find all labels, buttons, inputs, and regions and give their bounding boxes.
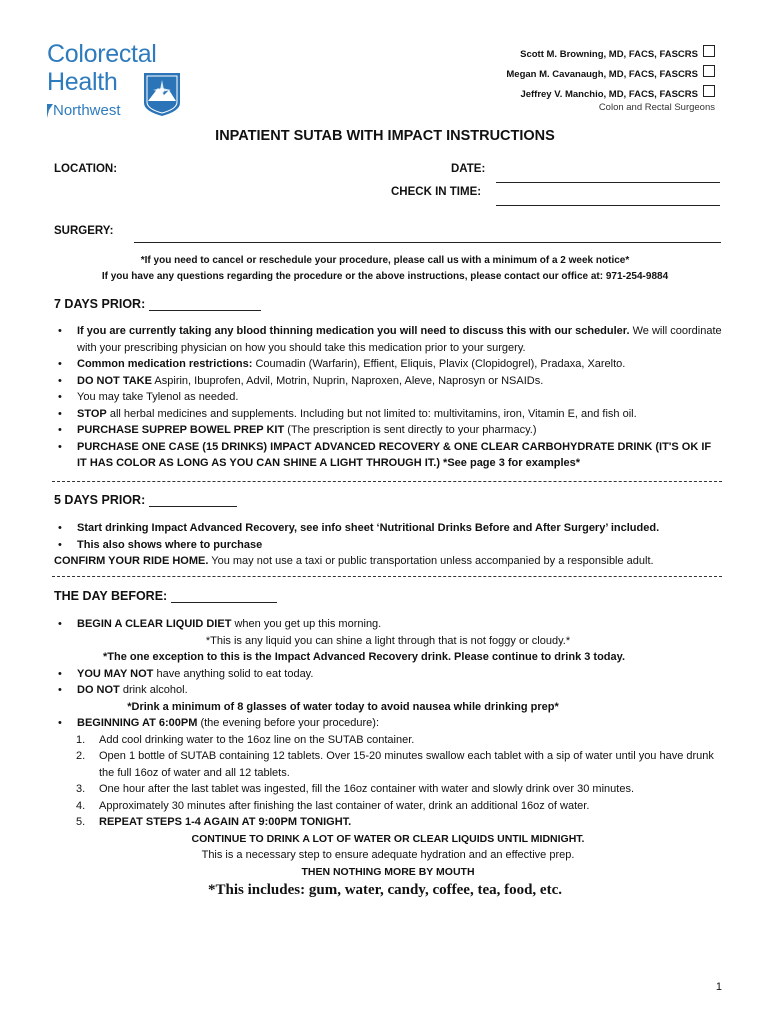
bullet-icon: • [58, 618, 62, 630]
item-bold: PURCHASE ONE CASE (15 DRINKS) IMPACT ADVANCED RECOVERY & ONE CLEAR CARBOHYDRATE DRINK (IT'S OK IF IT HAS COLOR AS LONG AS YOU CAN SHINE A LIGHT THROUGH IT.) *See page 3 for examples* [77, 440, 712, 469]
item-text: when you get up this morning. [231, 618, 382, 630]
step-number: 4. [76, 799, 86, 812]
section-divider [52, 576, 722, 577]
surgery-label: SURGERY: [54, 225, 114, 237]
item-bold: STOP [77, 407, 107, 420]
clinic-logo [47, 40, 192, 124]
list-item [54, 715, 722, 732]
item-text: We will coordinate with your prescribing physician on how you should take this medication prior to your surgery. [77, 325, 722, 354]
bullet-icon: • [58, 325, 62, 337]
location-label: LOCATION: [54, 163, 118, 175]
item-text: (the evening before your procedure): [197, 717, 380, 729]
bullet-icon: • [58, 667, 62, 680]
step-text: Add cool drinking water to the 16oz line on the SUTAB container. [99, 733, 415, 746]
list-item [54, 439, 722, 472]
item-bold: BEGIN A CLEAR LIQUID DIET [77, 618, 232, 630]
bullet-icon: • [58, 374, 62, 387]
date-field[interactable] [496, 182, 720, 183]
bullet-icon: • [58, 522, 62, 534]
step-number: 2. [76, 750, 86, 762]
item-bold: This also shows where to purchase [77, 538, 263, 551]
item-bold: PURCHASE SUPREP BOWEL PREP KIT [77, 424, 285, 436]
bullet-icon: • [58, 424, 62, 436]
item-text: (The prescription is sent directly to your pharmacy.) [284, 424, 537, 436]
step-number: 1. [76, 733, 86, 746]
includes-note: *This includes: gum, water, candy, coffee, tea, food, etc. [208, 882, 562, 898]
seven-days-heading [54, 297, 261, 311]
bullet-icon: • [58, 407, 62, 420]
list-item [54, 373, 722, 390]
confirm-text: You may not use a taxi or public transportation unless accompanied by a responsible adult. [208, 555, 654, 567]
bullet-icon: • [58, 538, 62, 551]
surgeon-checkbox[interactable] [703, 65, 715, 77]
step-item [54, 814, 722, 831]
five-days-label: 5 DAYS PRIOR: [54, 493, 146, 507]
bullet-icon: • [58, 684, 62, 696]
logo-line-1: Colorectal [47, 40, 157, 68]
confirm-bold: CONFIRM YOUR RIDE HOME. [54, 555, 209, 567]
step-text: Approximately 30 minutes after finishing the last container of water, drink an additional 16oz of water. [99, 799, 590, 812]
bullet-icon: • [58, 358, 62, 370]
item-bold: Start drinking Impact Advanced Recovery, see info sheet ‘Nutritional Drinks Before and After Surgery’ included. [77, 522, 660, 534]
seven-days-list [54, 323, 722, 472]
compass-mountain-icon [142, 71, 182, 117]
item-bold: BEGINNING AT 6:00PM [77, 717, 198, 729]
logo-line-3: Northwest [53, 102, 121, 119]
day-before-list [54, 616, 722, 880]
nothing-note: THEN NOTHING MORE BY MOUTH [301, 865, 475, 878]
item-bold: YOU MAY NOT [77, 667, 154, 680]
bullet-icon: • [58, 440, 62, 453]
bullet-icon: • [58, 717, 62, 729]
exception-note: *The one exception to this is the Impact Advanced Recovery drink. Please continue to drink 3 today. [102, 651, 626, 663]
step-item [54, 732, 722, 749]
surgeon-row [506, 44, 715, 64]
section-divider [52, 481, 722, 482]
five-days-list [54, 520, 722, 570]
item-bold: Common medication restrictions: [77, 358, 253, 370]
step-bold: REPEAT STEPS 1-4 AGAIN AT 9:00PM TONIGHT. [99, 816, 352, 828]
list-item [54, 666, 722, 683]
surgeon-checkbox[interactable] [703, 45, 715, 57]
list-item [54, 356, 722, 373]
item-bold: If you are currently taking any blood thinning medication you will need to discuss this with our scheduler. [77, 325, 630, 337]
surgeon-name: Scott M. Browning, MD, FACS, FASCRS [520, 48, 698, 60]
continue-note: CONTINUE TO DRINK A LOT OF WATER OR CLEAR LIQUIDS UNTIL MIDNIGHT. [191, 832, 585, 845]
item-text: You may take Tylenol as needed. [77, 391, 239, 403]
bullet-icon: • [58, 391, 62, 403]
questions-notice: If you have any questions regarding the procedure or the above instructions, please contact our office at: 971-254-9884 [101, 271, 669, 282]
list-item [54, 323, 722, 356]
check-in-label: CHECK IN TIME: [391, 186, 482, 198]
surgeon-checkbox[interactable] [703, 85, 715, 97]
seven-days-label: 7 DAYS PRIOR: [54, 297, 146, 311]
surgeon-row [506, 64, 715, 84]
day-before-label: THE DAY BEFORE: [54, 589, 168, 603]
step-text: One hour after the last tablet was ingested, fill the 16oz container with water and slowly drink over 30 minutes. [99, 783, 635, 795]
list-item [54, 616, 722, 633]
step-item [54, 748, 722, 781]
five-days-heading [54, 493, 237, 507]
day-before-heading [54, 589, 277, 603]
cancel-notice: *If you need to cancel or reschedule your procedure, please call us with a minimum of a 2 week notice* [140, 255, 630, 266]
list-item [54, 537, 722, 554]
check-in-field[interactable] [496, 205, 720, 206]
step-number: 5. [76, 816, 86, 828]
surgeon-name: Jeffrey V. Manchio, MD, FACS, FASCRS [520, 88, 698, 100]
confirm-ride [54, 553, 722, 570]
list-item [54, 389, 722, 406]
item-bold: DO NOT [77, 684, 120, 696]
surgeon-list [506, 44, 715, 113]
item-text: all herbal medicines and supplements. Including but not limited to: multivitamins, iron, Vitamin E, and fish oil. [106, 407, 637, 420]
page-title: INPATIENT SUTAB WITH IMPACT INSTRUCTIONS [215, 128, 555, 144]
liquid-note: *This is any liquid you can shine a light through that is not foggy or cloudy.* [205, 634, 571, 647]
step-text: Open 1 bottle of SUTAB containing 12 tablets. Over 15-20 minutes swallow each tablet with a sip of water until you have drunk the full 16oz of water and all 12 tablets. [99, 750, 714, 779]
day-before-date-field[interactable] [171, 591, 277, 603]
page-number: 1 [715, 981, 722, 993]
surgeon-row [506, 84, 715, 104]
step-item [54, 798, 722, 815]
item-text: Coumadin (Warfarin), Effient, Eliquis, Plavix (Clopidogrel), Pradaxa, Xarelto. [252, 358, 626, 370]
item-text: have anything solid to eat today. [153, 667, 314, 680]
hydration-note: This is a necessary step to ensure adequate hydration and an effective prep. [201, 849, 575, 861]
water-note: *Drink a minimum of 8 glasses of water today to avoid nausea while drinking prep* [127, 700, 559, 713]
seven-days-date-field[interactable] [149, 299, 261, 311]
five-days-date-field[interactable] [149, 495, 237, 507]
list-item [54, 422, 722, 439]
date-label: DATE: [451, 163, 486, 175]
surgeon-name: Megan M. Cavanaugh, MD, FACS, FASCRS [506, 68, 698, 80]
surgery-field[interactable] [134, 242, 721, 243]
item-bold: DO NOT TAKE [77, 374, 152, 387]
logo-line-2: Health [47, 68, 118, 96]
item-text: drink alcohol. [119, 684, 188, 696]
item-text: Aspirin, Ibuprofen, Advil, Motrin, Nuprin, Naproxen, Aleve, Naprosyn or NSAIDs. [151, 374, 544, 387]
list-item [54, 520, 722, 537]
step-number: 3. [76, 783, 86, 795]
step-item [54, 781, 722, 798]
surgeons-subtitle: Colon and Rectal Surgeons [598, 102, 715, 113]
list-item [54, 406, 722, 423]
list-item [54, 682, 722, 699]
